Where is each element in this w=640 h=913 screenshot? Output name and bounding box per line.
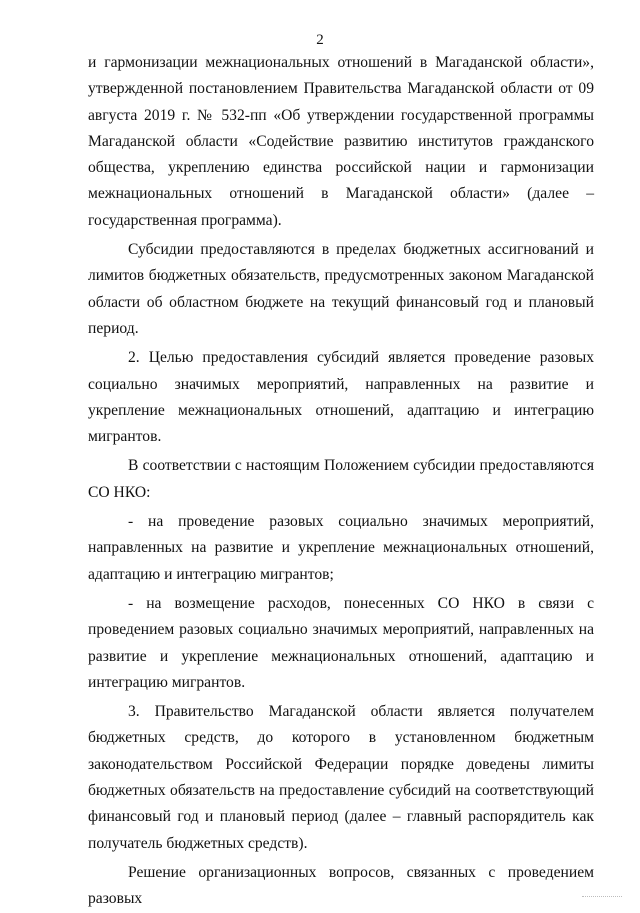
list-item-events: - на проведение разовых социально значимых мероприятий, направленных на развитие и укрепление межнациональных отношений, адаптацию и интеграцию мигрантов; [88,513,594,583]
list-item-reimbursement: - на возмещение расходов, понесенных СО НКО в связи с проведением разовых социально значимых мероприятий, направленных на развитие и укрепление межнациональных отношений, адаптацию и интеграцию мигрантов. [88,594,594,691]
paragraph-continuation: и гармонизации межнациональных отношений в Магаданской области», утвержденной постановлением Правительства Магаданской области от 09 августа 2019 г. № 532-пп «Об утверждении государственной программы Магаданской области «Содействие развитию институтов гражданского общества, укреплению единства российской нации и гармонизации межнациональных отношений в Магаданской области» (далее – государственная программа). [88,54,594,229]
paragraph-subsidies-limits: Субсидии предоставляются в пределах бюджетных ассигнований и лимитов бюджетных обязательств, предусмотренных законом Магаданской области об областном бюджете на текущий финансовый год и плановый период. [88,241,594,337]
paragraph-purpose: 2. Целью предоставления субсидий является проведение разовых социально значимых мероприятий, направленных на развитие и укрепление межнациональных отношений, адаптацию и интеграцию мигрантов. [88,349,594,446]
page-number: 2 [316,32,324,48]
scan-artifact [582,896,622,899]
paragraph-budget-recipient: 3. Правительство Магаданской области является получателем бюджетных средств, до которого в установленном бюджетным законодательством Российской Федерации порядке доведены лимиты бюджетных обязательств на предоставление субсидий на соответствующий финансовый год и плановый период (далее – главный распорядитель как получатель бюджетных средств). [88,703,594,852]
paragraph-provision-intro: В соответствии с настоящим Положением субсидии предоставляются СО НКО: [88,457,594,501]
paragraph-organizational-issues: Решение организационных вопросов, связанных с проведением разовых [88,863,594,908]
document-body [88,50,594,913]
